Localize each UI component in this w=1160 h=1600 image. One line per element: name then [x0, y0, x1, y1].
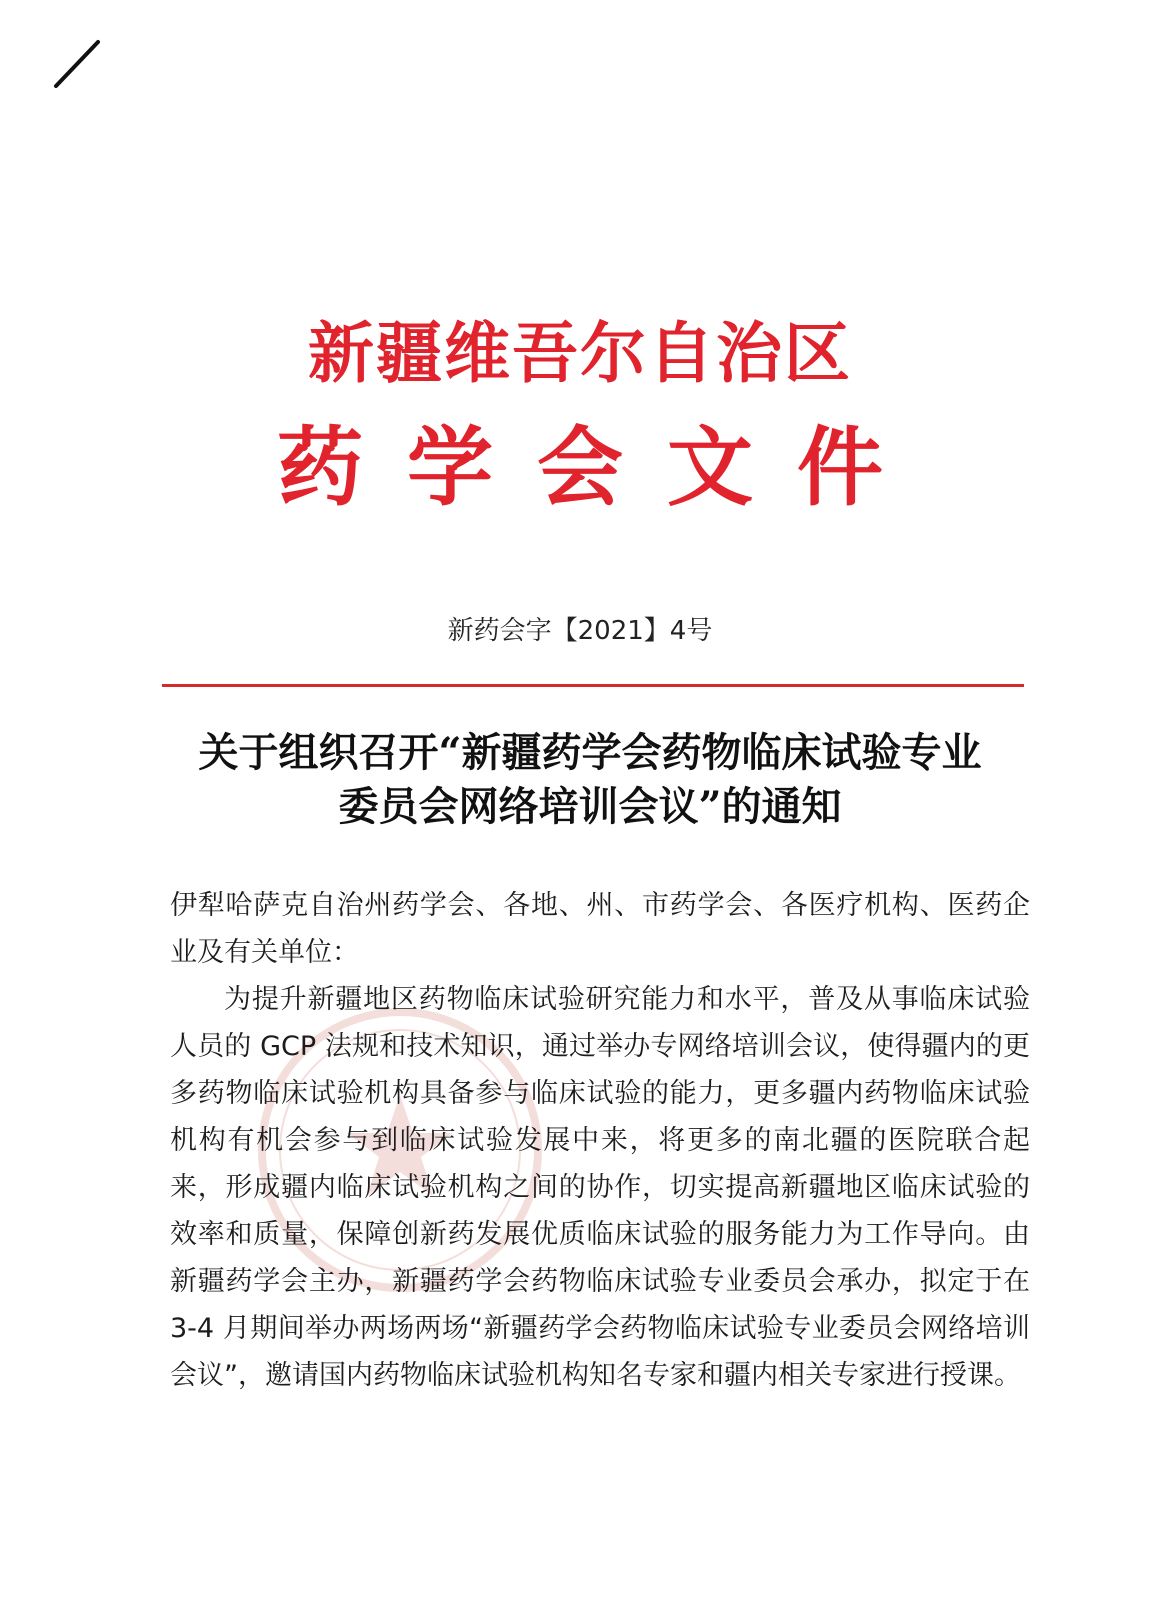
document-type-heading: 药学会文件 [277, 417, 927, 518]
document-number: 新药会字【2021】4号 [447, 616, 713, 646]
issuer-name: 新疆维吾尔自治区 [308, 314, 852, 392]
notice-body [170, 882, 1030, 1399]
notice-title-line-2: 委员会网络培训会议”的通知 [338, 783, 842, 830]
pen-stroke-mark [52, 38, 112, 98]
body-paragraph: 为提升新疆地区药物临床试验研究能力和水平，普及从事临床试验人员的 GCP 法规和技术知识，通过举办专网络培训会议，使得疆内的更多药物临床试验机构具备参与临床试验的能力，更多疆内药物临床试验机构有机会参与到临床试验发展中来，将更多的南北疆的医院联合起来，形成疆内临床试验机构之间的协作，切实提高新疆地区临床试验的效率和质量，保障创新药发展优质临床试验的服务能力为工作导向。由新疆药学会主办，新疆药学会药物临床试验专业委员会承办，拟定于在 3-4 月期间举办两场两场“新疆药学会药物临床试验专业委员会网络培训会议”，邀请国内药物临床试验机构知名专家和疆内相关专家进行授课。 [170, 984, 1030, 1391]
notice-title [150, 726, 1030, 834]
notice-title-line-1: 关于组织召开“新疆药学会药物临床试验专业 [198, 729, 982, 776]
salutation: 伊犁哈萨克自治州药学会、各地、州、市药学会、各医疗机构、医药企业及有关单位： [170, 890, 1030, 968]
red-divider [162, 684, 1024, 687]
